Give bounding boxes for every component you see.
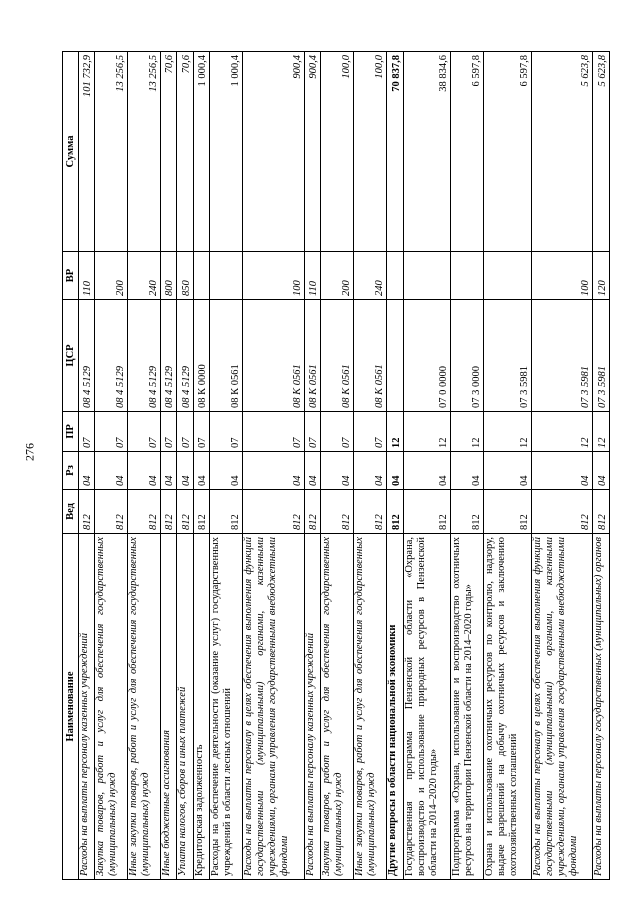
cell-rz: 04 — [95, 452, 128, 490]
cell-rz: 04 — [386, 452, 404, 490]
cell-name: Расходы на выплаты персоналу казенных учреждений — [79, 534, 95, 880]
table-row — [353, 52, 386, 880]
table-row — [483, 52, 531, 880]
cell-name: Государственная программа Пензенской области «Охрана, воспроизводство и использование природных ресурсов в Пензенской области на 2014–2020 годы» — [404, 534, 451, 880]
cell-rz: 04 — [321, 452, 354, 490]
cell-rz: 04 — [483, 452, 531, 490]
cell-vr: 200 — [95, 252, 128, 300]
cell-name: Расходы на выплаты персоналу государственных (муниципальных) органов — [593, 534, 610, 880]
header-vr: ВР — [63, 252, 79, 300]
cell-ved: 812 — [160, 490, 176, 534]
cell-name: Иные бюджетные ассигнования — [160, 534, 176, 880]
cell-ved: 812 — [79, 490, 95, 534]
cell-csr: 08 К 0561 — [210, 300, 243, 412]
cell-ved: 812 — [404, 490, 451, 534]
cell-ved: 812 — [531, 490, 593, 534]
cell-ved: 812 — [321, 490, 354, 534]
cell-vr — [450, 252, 483, 300]
cell-csr: 08 К 0000 — [193, 300, 209, 412]
cell-name: Расходы на обеспечение деятельности (оказание услуг) государственных учреждений в области лесных отношений — [210, 534, 243, 880]
table-row — [321, 52, 354, 880]
cell-pr: 12 — [593, 412, 610, 452]
page-number: 276 — [22, 443, 37, 461]
cell-ved: 812 — [304, 490, 320, 534]
cell-name: Расходы на выплаты персоналу в целях обеспечения выполнения функций государственными (муниципальными) органами, казенными учреждениями, органами управления государственными внебюджетными фондами — [531, 534, 593, 880]
cell-vr: 100 — [531, 252, 593, 300]
cell-name: Расходы на выплаты персоналу в целях обеспечения выполнения функций государственными (муниципальными) органами, казенными учреждениями, органами управления государственными внебюджетными фондами — [242, 534, 304, 880]
cell-csr — [386, 300, 404, 412]
cell-sum: 5 623,8 — [531, 52, 593, 252]
cell-sum: 5 623,8 — [593, 52, 610, 252]
cell-vr — [193, 252, 209, 300]
cell-csr: 07 0 0000 — [404, 300, 451, 412]
cell-vr: 850 — [177, 252, 193, 300]
table-row — [177, 52, 193, 880]
cell-ved: 812 — [95, 490, 128, 534]
table-row — [95, 52, 128, 880]
cell-pr: 07 — [160, 412, 176, 452]
cell-rz: 04 — [450, 452, 483, 490]
cell-name: Уплата налогов, сборов и иных платежей — [177, 534, 193, 880]
cell-csr: 08 К 0561 — [242, 300, 304, 412]
cell-rz: 04 — [79, 452, 95, 490]
header-name: Наименование — [63, 534, 79, 880]
cell-csr: 08 К 0561 — [353, 300, 386, 412]
table-row — [128, 52, 161, 880]
cell-csr: 08 4 5129 — [177, 300, 193, 412]
cell-sum: 70,6 — [177, 52, 193, 252]
cell-rz: 04 — [210, 452, 243, 490]
cell-ved: 812 — [386, 490, 404, 534]
cell-name: Кредиторская задолженность — [193, 534, 209, 880]
cell-vr: 800 — [160, 252, 176, 300]
header-ved: Вед — [63, 490, 79, 534]
cell-csr: 08 К 0561 — [321, 300, 354, 412]
budget-table — [62, 51, 610, 880]
cell-name: Иные закупки товаров, работ и услуг для обеспечения государственных (муниципальных) нужд — [128, 534, 161, 880]
cell-rz: 04 — [128, 452, 161, 490]
cell-name: Закупка товаров, работ и услуг для обеспечения государственных (муниципальных) нужд — [321, 534, 354, 880]
header-sum: Сумма — [63, 52, 79, 252]
cell-vr — [386, 252, 404, 300]
cell-pr: 07 — [128, 412, 161, 452]
cell-sum: 100,0 — [321, 52, 354, 252]
cell-sum: 101 732,9 — [79, 52, 95, 252]
header-csr: ЦСР — [63, 300, 79, 412]
table-row — [79, 52, 95, 880]
cell-sum: 900,4 — [304, 52, 320, 252]
cell-pr: 12 — [450, 412, 483, 452]
table-row — [242, 52, 304, 880]
table-row — [210, 52, 243, 880]
cell-vr: 110 — [79, 252, 95, 300]
cell-vr — [483, 252, 531, 300]
cell-rz: 04 — [177, 452, 193, 490]
cell-sum: 13 256,5 — [128, 52, 161, 252]
cell-rz: 04 — [242, 452, 304, 490]
cell-pr: 07 — [79, 412, 95, 452]
cell-sum: 1 000,4 — [210, 52, 243, 252]
cell-sum: 70 837,8 — [386, 52, 404, 252]
cell-pr: 12 — [483, 412, 531, 452]
cell-name: Закупка товаров, работ и услуг для обеспечения государственных (муниципальных) нужд — [95, 534, 128, 880]
cell-name: Охрана и использование охотничьих ресурсов по контролю, надзору, выдаче разрешений на добычу охотничьих ресурсов и заключению охотхозяйственных соглашений — [483, 534, 531, 880]
header-pr: ПР — [63, 412, 79, 452]
cell-vr — [210, 252, 243, 300]
cell-pr: 07 — [193, 412, 209, 452]
cell-rz: 04 — [160, 452, 176, 490]
cell-rz: 04 — [404, 452, 451, 490]
cell-vr: 120 — [593, 252, 610, 300]
cell-pr: 07 — [177, 412, 193, 452]
cell-pr: 12 — [404, 412, 451, 452]
cell-rz: 04 — [193, 452, 209, 490]
cell-vr: 240 — [128, 252, 161, 300]
cell-pr: 07 — [95, 412, 128, 452]
cell-ved: 812 — [483, 490, 531, 534]
cell-pr: 07 — [242, 412, 304, 452]
cell-vr: 100 — [242, 252, 304, 300]
cell-csr: 07 3 5981 — [593, 300, 610, 412]
cell-sum: 900,4 — [242, 52, 304, 252]
cell-rz: 04 — [593, 452, 610, 490]
table-row — [593, 52, 610, 880]
table-row — [404, 52, 451, 880]
table-row — [450, 52, 483, 880]
cell-ved: 812 — [177, 490, 193, 534]
cell-csr: 07 3 0000 — [450, 300, 483, 412]
cell-pr: 12 — [386, 412, 404, 452]
header-rz: Рз — [63, 452, 79, 490]
cell-pr: 12 — [531, 412, 593, 452]
cell-csr: 08 4 5129 — [160, 300, 176, 412]
cell-rz: 04 — [353, 452, 386, 490]
cell-ved: 812 — [450, 490, 483, 534]
cell-sum: 100,0 — [353, 52, 386, 252]
cell-csr: 07 3 5981 — [531, 300, 593, 412]
cell-name: Расходы на выплаты персоналу казенных учреждений — [304, 534, 320, 880]
table-row — [386, 52, 404, 880]
cell-vr: 240 — [353, 252, 386, 300]
cell-pr: 07 — [210, 412, 243, 452]
cell-sum: 6 597,8 — [483, 52, 531, 252]
table-row — [304, 52, 320, 880]
cell-sum: 70,6 — [160, 52, 176, 252]
cell-csr: 08 4 5129 — [95, 300, 128, 412]
cell-pr: 07 — [321, 412, 354, 452]
cell-ved: 812 — [210, 490, 243, 534]
cell-csr: 08 4 5129 — [128, 300, 161, 412]
cell-ved: 812 — [353, 490, 386, 534]
cell-rz: 04 — [304, 452, 320, 490]
cell-vr: 110 — [304, 252, 320, 300]
cell-vr: 200 — [321, 252, 354, 300]
cell-sum: 1 000,4 — [193, 52, 209, 252]
cell-vr — [404, 252, 451, 300]
cell-ved: 812 — [193, 490, 209, 534]
cell-ved: 812 — [593, 490, 610, 534]
cell-pr: 07 — [353, 412, 386, 452]
cell-csr: 08 4 5129 — [79, 300, 95, 412]
cell-csr: 08 К 0561 — [304, 300, 320, 412]
cell-pr: 07 — [304, 412, 320, 452]
cell-name: Другие вопросы в области национальной экономики — [386, 534, 404, 880]
table-body — [79, 52, 610, 880]
rotated-table-wrapper — [62, 52, 610, 880]
cell-name: Иные закупки товаров, работ и услуг для обеспечения государственных (муниципальных) нужд — [353, 534, 386, 880]
cell-rz: 04 — [531, 452, 593, 490]
cell-sum: 38 834,6 — [404, 52, 451, 252]
cell-sum: 6 597,8 — [450, 52, 483, 252]
table-header-row — [63, 52, 79, 880]
cell-ved: 812 — [128, 490, 161, 534]
cell-name: Подпрограмма «Охрана, использование и воспроизводство охотничьих ресурсов на территории Пензенской области на 2014–2020 годы» — [450, 534, 483, 880]
table-row — [160, 52, 176, 880]
table-row — [193, 52, 209, 880]
cell-ved: 812 — [242, 490, 304, 534]
cell-sum: 13 256,5 — [95, 52, 128, 252]
table-row — [531, 52, 593, 880]
cell-csr: 07 3 5981 — [483, 300, 531, 412]
